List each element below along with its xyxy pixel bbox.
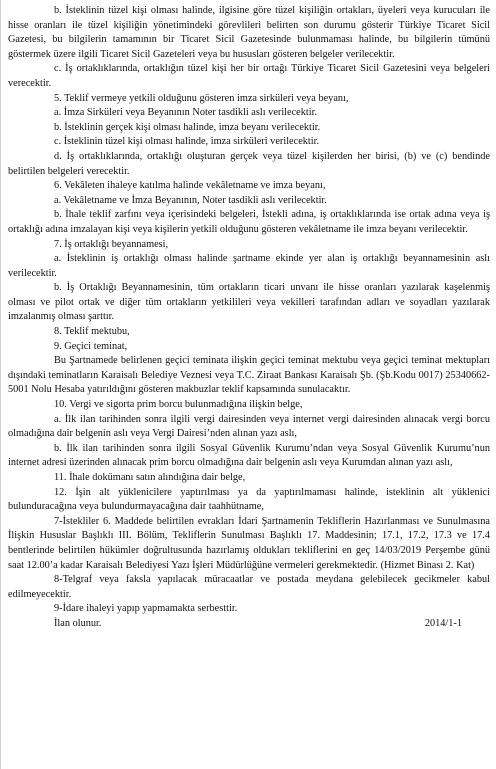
paragraph: 12. İşin alt yüklenicilere yaptırılması ya da yaptırılmaması halinde, isteklinin alt yüklenici bulunduracağına veya bulundurmayacağına dair taahhütname, bbox=[8, 486, 490, 513]
paragraph: 8-Telgraf veya faksla yapılacak müracaatlar ve postada meydana gelebilecek gecikmeler kabul edilmeyecektir. bbox=[8, 574, 490, 600]
paragraph: 5. Teklif vermeye yetkili olduğunu gösteren imza sirküleri veya beyanı, bbox=[54, 92, 349, 104]
paragraph: a. İsteklinin iş ortaklığı olması halinde şartname ekinde yer alan iş ortaklığı beyannamesinin aslı verilecektir. bbox=[8, 253, 490, 279]
paragraph: b. İş Ortaklığı Beyannamesinin, tüm ortakların ticari unvanı ile hisse oranları yazılarak kaşelenmiş olması ve pilot ortak ve diğer tüm ortakların yetkilileri veya vekilleri tarafından adları ve soyadları yazılarak imzalanmış olması şarttır. bbox=[8, 282, 490, 323]
announcement-code: 2014/1-1 bbox=[424, 617, 462, 629]
paragraph: d. İş ortaklıklarında, ortaklığı oluşturan gerçek veya tüzel kişilerden her birisi, (b) ve (c) bendinde belirtilen belgeleri verecektir. bbox=[8, 150, 490, 177]
document-body bbox=[8, 4, 490, 617]
paragraph: a. İmza Sirküleri veya Beyanının Noter tasdikli aslı verilecektir. bbox=[54, 107, 318, 119]
paragraph: 8. Teklif mektubu, bbox=[54, 326, 130, 338]
paragraph: 7-İstekliler 6. Maddede belirtilen evrakları İdari Şartnamenin Tekliflerin Hazırlanması ve Sunulmasına İlişkin Hususlar Başlıklı III. Bölüm, Tekliflerin Sunulması Başlıklı 17. Maddesinin; 17.1, 17.2, 17.3 ve 17.4 bentlerinde belirtilen hükümler doğrultusunda hazırlamış oldukları tekliflerini en geç 14/03/2019 Perşembe günü saat 12.00’a kadar Karaisalı Belediyesi Yazı İşleri Müdürlüğüne vermeleri gerekmektedir. (Hizmet Binası 2. Kat) bbox=[8, 515, 490, 571]
paragraph: 7. İş ortaklığı beyannamesi, bbox=[54, 238, 169, 250]
paragraph: b. İsteklinin tüzel kişi olması halinde, ilgisine göre tüzel kişiliğin ortakları, üyeleri veya kurucuları ile hisse oranları ile tüzel kişiliğin yönetimindeki görevlileri belirten son durumu gösterir Türkiye Ticaret Sicil Gazetesi, bu bilgilerin tamamının bir Ticaret Sicil Gazetesinde bulunmaması halinde, bu bilgilerin tümünü göstermek üzere ilgili Ticaret Sicil Gazeteleri veya bu hususları gösteren belgeler verilecektir. bbox=[8, 5, 490, 60]
paragraph: c. İsteklinin tüzel kişi olması halinde, imza sirküleri verilecektir. bbox=[54, 136, 320, 148]
paragraph: Bu Şartnamede belirlenen geçici teminata ilişkin geçici teminat mektubu veya geçici teminat mektupları dışındaki teminatların Karaisalı Belediye Veznesi veya T.C. Ziraat Bankası Karaisalı Şb. (Şb.Kodu 0017) 25340662-5001 Nolu Hesaba yatırıldığını gösteren makbuzlar teklif kapsamında sunulacaktır. bbox=[8, 355, 490, 396]
paragraph: a. Vekâletname ve İmza Beyanının, Noter tasdikli aslı verilecektir. bbox=[54, 194, 327, 206]
paragraph: c. İş ortaklıklarında, ortaklığın tüzel kişi her bir ortağı Türkiye Ticaret Sicil Gazetesini veya belgeleri verecektir. bbox=[8, 63, 490, 89]
paragraph: 6. Vekâleten ihaleye katılma halinde vekâletname ve imza beyanı, bbox=[54, 180, 326, 192]
paragraph: 10. Vergi ve sigorta prim borcu bulunmadığına ilişkin belge, bbox=[54, 399, 303, 411]
paragraph: 9-İdare ihaleyi yapıp yapmamakta serbesttir. bbox=[54, 603, 238, 615]
paragraph: b. İlk ilan tarihinden sonra ilgili Sosyal Güvenlik Kurumu’ndan veya Sosyal Güvenlik Kurumu’nun internet adresi üzerinden alınacak prim borcu olmadığına dair belgenin aslı veya Kurumdan alınan yazı aslı, bbox=[8, 442, 490, 469]
document-footer bbox=[8, 617, 490, 632]
paragraph: b. İsteklinin gerçek kişi olması halinde, imza beyanı verilecektir. bbox=[54, 121, 321, 133]
paragraph: 9. Geçici teminat, bbox=[54, 340, 128, 352]
paragraph: b. İhale teklif zarfını veya içerisindeki belgeleri, İstekli adına, iş ortaklıklarında ise ortak adına veya iş ortaklığı adına imzalayan kişi veya kişilerin yetkili olduğunu gösteren vekâletname ile imza beyanı verilecektir. bbox=[8, 209, 490, 235]
paragraph: a. İlk ilan tarihinden sonra ilgili vergi dairesinden veya internet vergi dairesinden alınacak vergi borcu olmadığına dair belgenin aslı veya Vergi Dairesi’nden alınan yazı aslı, bbox=[8, 413, 490, 440]
closing-statement: İlan olunur. bbox=[54, 617, 102, 629]
paragraph: 11. İhale dokümanı satın alındığına dair belge, bbox=[54, 472, 246, 483]
